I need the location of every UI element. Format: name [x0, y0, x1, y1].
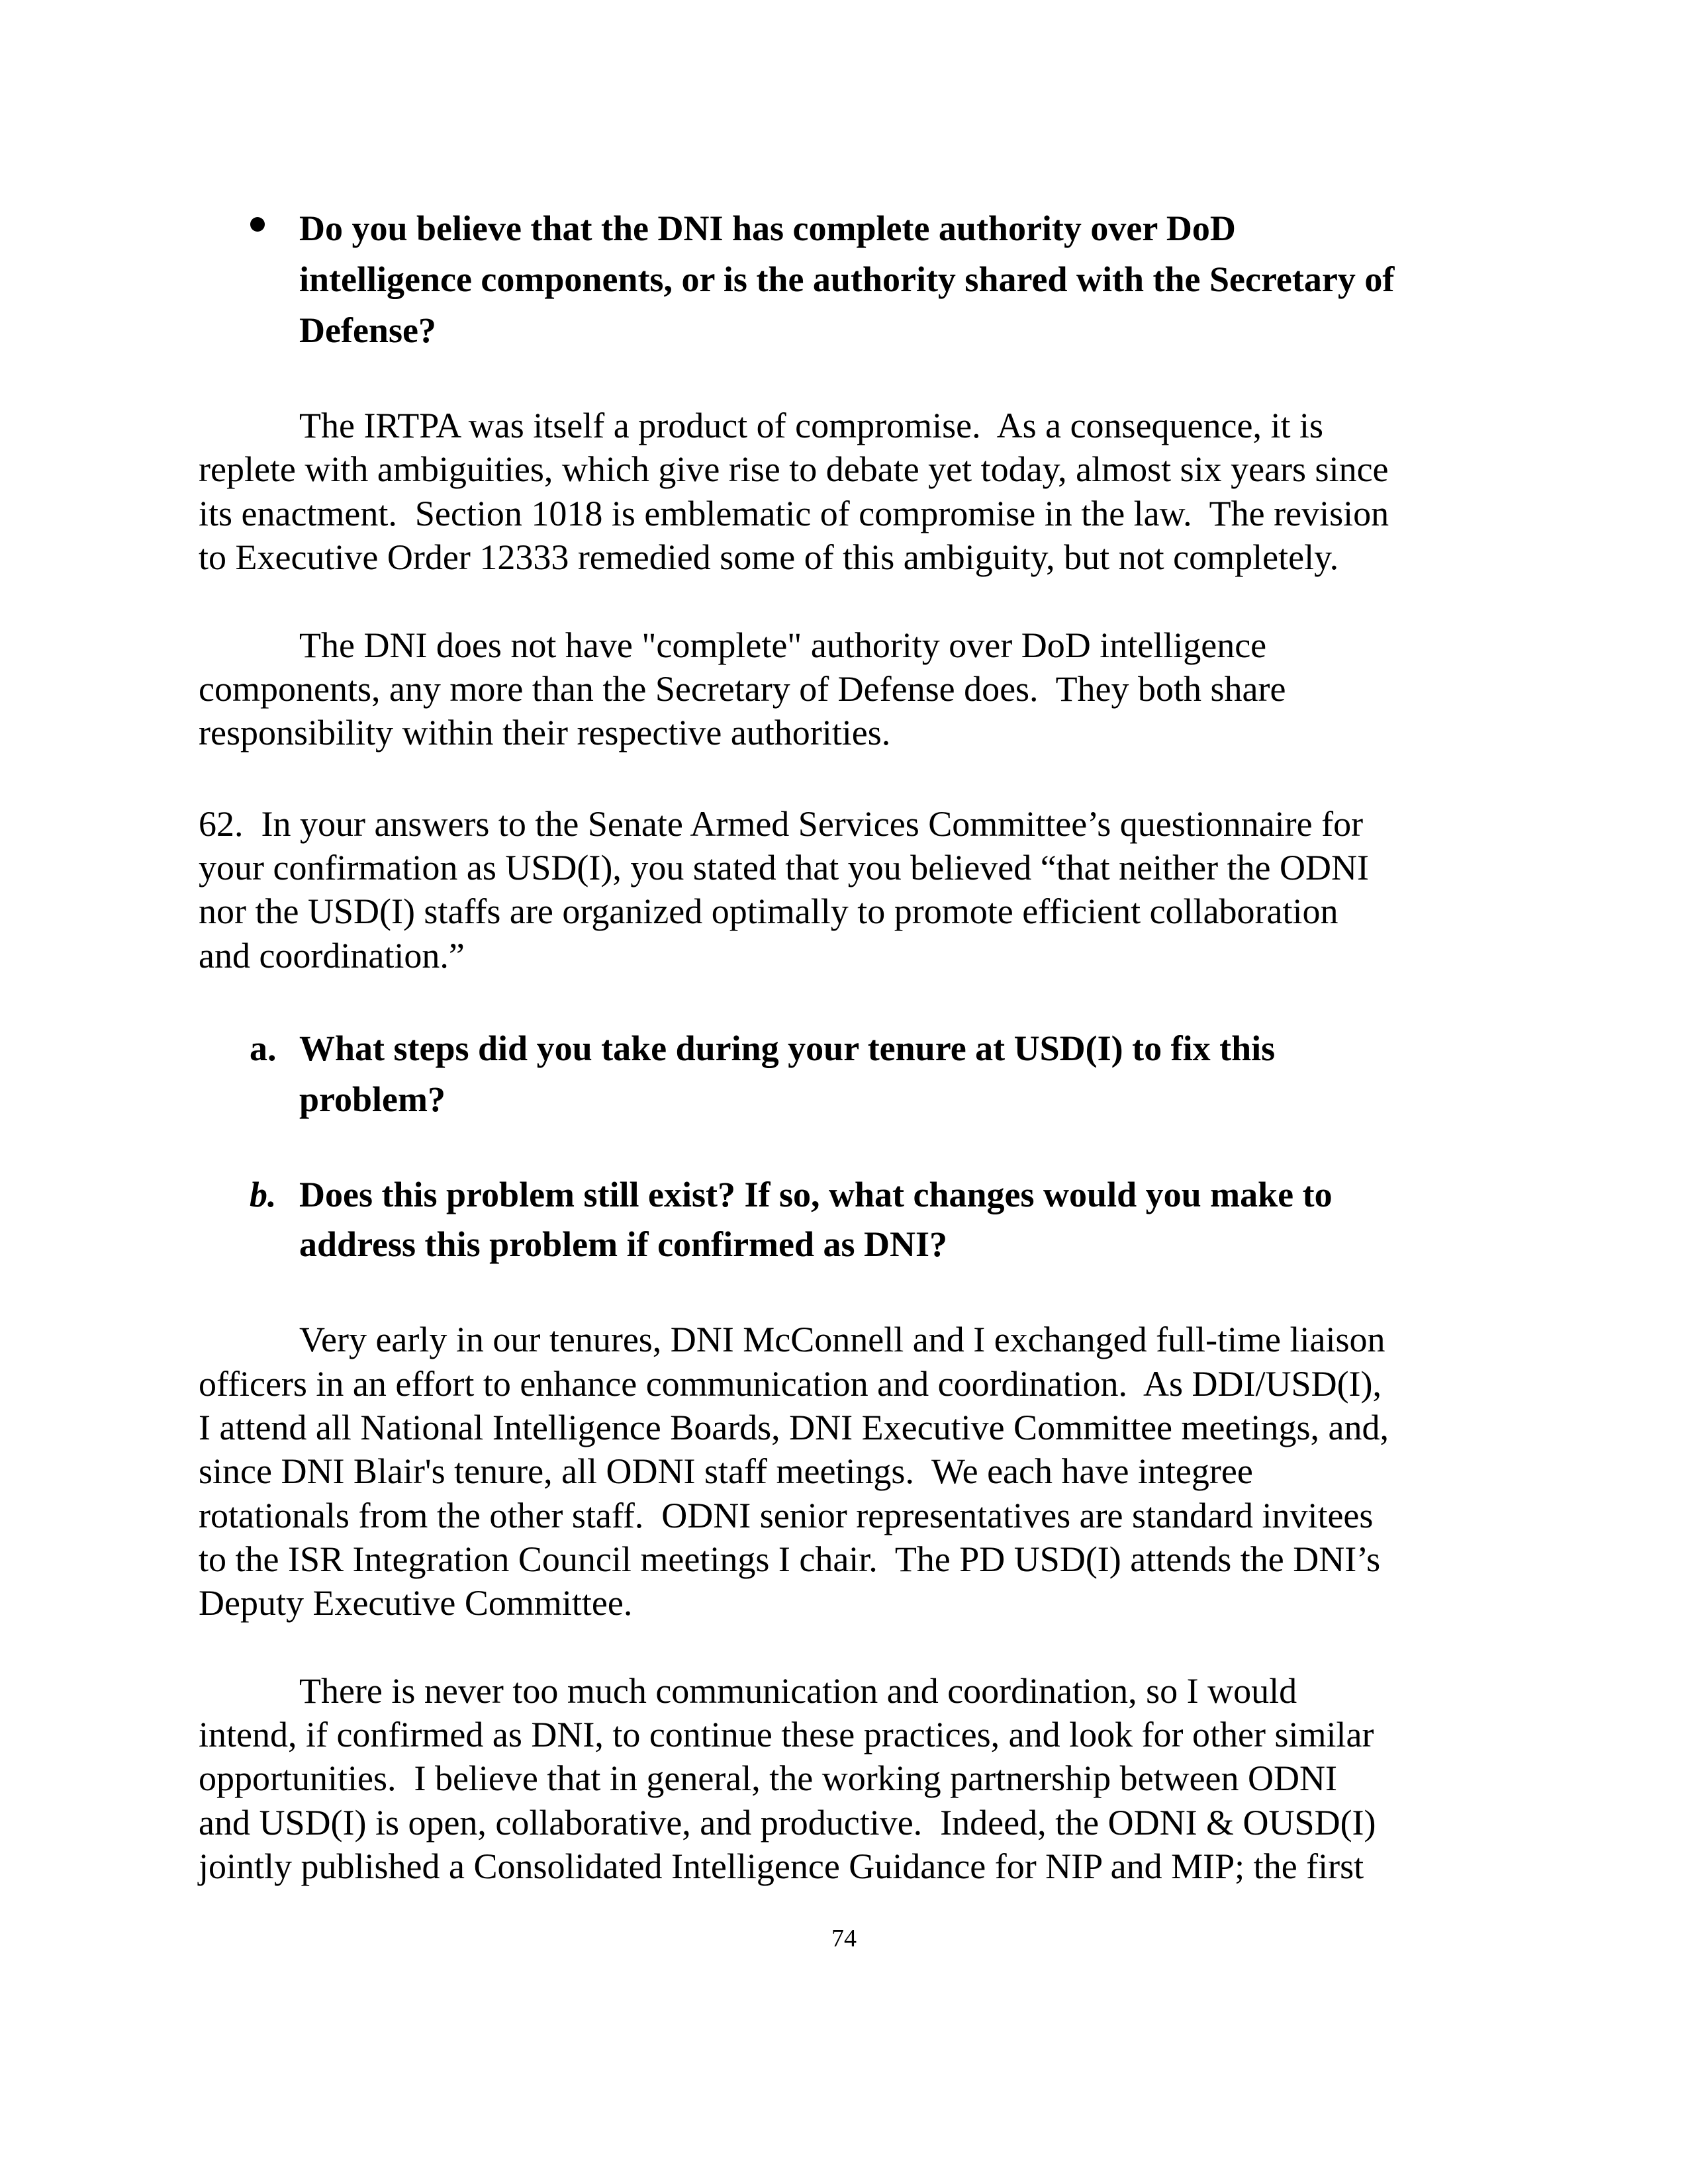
page-number: 74: [831, 1925, 857, 1952]
sub-question-line: address this problem if confirmed as DNI?: [299, 1224, 948, 1264]
question-line: your confirmation as USD(I), you stated that you believed “that neither the ODNI: [199, 848, 1369, 887]
paragraph-line: to the ISR Integration Council meetings I chair. The PD USD(I) attends the DNI’s: [199, 1539, 1381, 1579]
bullet-question-line: Defense?: [299, 310, 436, 350]
paragraph-line: I attend all National Intelligence Boards, DNI Executive Committee meetings, and,: [199, 1408, 1389, 1447]
question-line: and coordination.”: [199, 936, 465, 976]
question-line: nor the USD(I) staffs are organized optimally to promote efficient collaboration: [199, 891, 1338, 931]
sub-question-line: Does this problem still exist? If so, what changes would you make to: [299, 1175, 1333, 1214]
sub-question-line: What steps did you take during your tenure at USD(I) to fix this: [299, 1028, 1276, 1068]
paragraph-line: Very early in our tenures, DNI McConnell and I exchanged full-time liaison: [299, 1320, 1385, 1359]
list-marker-b: b.: [250, 1175, 277, 1214]
paragraph-line: opportunities. I believe that in general, the working partnership between ODNI: [199, 1758, 1337, 1798]
bullet-question-line: intelligence components, or is the authority shared with the Secretary of: [299, 259, 1395, 299]
paragraph-line: replete with ambiguities, which give rise to debate yet today, almost six years since: [199, 449, 1389, 489]
paragraph-line: since DNI Blair's tenure, all ODNI staff meetings. We each have integree: [199, 1451, 1253, 1491]
paragraph-line: its enactment. Section 1018 is emblematic of compromise in the law. The revision: [199, 494, 1389, 533]
paragraph-line: responsibility within their respective authorities.: [199, 713, 891, 752]
paragraph-line: Deputy Executive Committee.: [199, 1583, 633, 1623]
sub-question-line: problem?: [299, 1079, 446, 1119]
paragraph-line: and USD(I) is open, collaborative, and productive. Indeed, the ODNI & OUSD(I): [199, 1803, 1376, 1843]
paragraph-line: intend, if confirmed as DNI, to continue these practices, and look for other similar: [199, 1715, 1374, 1754]
paragraph-line: to Executive Order 12333 remedied some of this ambiguity, but not completely.: [199, 537, 1339, 577]
paragraph-line: rotationals from the other staff. ODNI senior representatives are standard invitees: [199, 1496, 1374, 1535]
bullet-icon: [250, 217, 265, 232]
question-line: 62. In your answers to the Senate Armed Services Committee’s questionnaire for: [199, 804, 1364, 844]
bullet-question-line: Do you believe that the DNI has complete authority over DoD: [299, 208, 1236, 248]
paragraph-line: jointly published a Consolidated Intelligence Guidance for NIP and MIP; the first: [199, 1846, 1364, 1886]
paragraph-line: The DNI does not have "complete" authority over DoD intelligence: [299, 625, 1267, 665]
paragraph-line: components, any more than the Secretary of Defense does. They both share: [199, 669, 1286, 709]
paragraph-line: officers in an effort to enhance communication and coordination. As DDI/USD(I),: [199, 1364, 1382, 1404]
paragraph-line: The IRTPA was itself a product of compromise. As a consequence, it is: [299, 406, 1323, 445]
paragraph-line: There is never too much communication and coordination, so I would: [299, 1671, 1297, 1711]
list-marker-a: a.: [250, 1028, 277, 1068]
